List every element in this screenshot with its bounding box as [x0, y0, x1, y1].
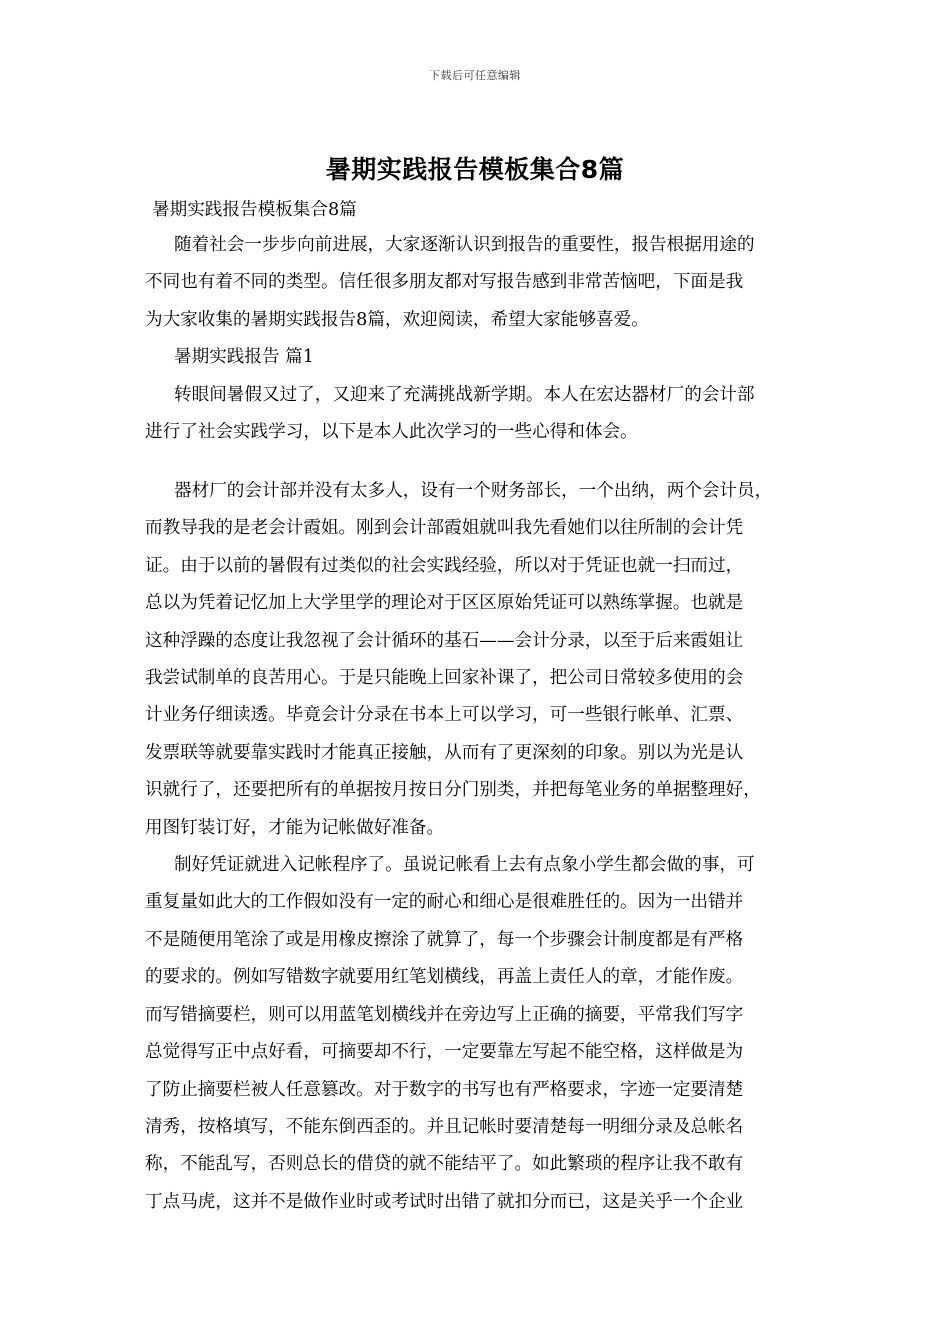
document-title: 暑期实践报告模板集合8篇 [325, 155, 625, 184]
text-line: 重复量如此大的工作假如没有一定的耐心和细心是很难胜任的。因为一出错并 [145, 892, 744, 913]
text-line: 称，不能乱写，否则总长的借贷的就不能结平了。如此繁琐的程序让我不敢有 [145, 1154, 744, 1175]
text-line: 而写错摘要栏，则可以用蓝笔划横线并在旁边写上正确的摘要，平常我们写字 [145, 1004, 744, 1025]
text-line: 我尝试制单的良苦用心。于是只能晚上回家补课了，把公司日常较多使用的会 [145, 668, 744, 689]
text-line: 进行了社会实践学习，以下是本人此次学习的一些心得和体会。 [145, 422, 638, 443]
text-line: 的要求的。例如写错数字就要用红笔划横线，再盖上责任人的章，才能作废。 [145, 967, 744, 988]
text-line: 证。由于以前的暑假有过类似的社会实践经验，所以对于凭证也就一扫而过， [145, 555, 744, 576]
text-line: 不是随便用笔涂了或是用橡皮擦涂了就算了，每一个步骤会计制度都是有严格 [145, 929, 744, 950]
text-line: 了防止摘要栏被人任意篡改。对于数字的书写也有严格要求，字迹一定要清楚 [145, 1079, 744, 1100]
intro-paragraphs [145, 227, 817, 451]
text-line: 为大家收集的暑期实践报告8篇，欢迎阅读，希望大家能够喜爱。 [145, 309, 649, 330]
text-line: 清秀，按格填写，不能东倒西歪的。并且记帐时要清楚每一明细分录及总帐名 [145, 1116, 744, 1137]
text-line: 总觉得写正中点好看，可摘要却不行，一定要靠左写起不能空格，这样做是为 [145, 1042, 744, 1063]
section-heading: 暑期实践报告 篇1 [174, 347, 314, 368]
text-line: 丁点马虎，这并不是做作业时或考试时出错了就扣分而已，这是关乎一个企业 [145, 1191, 744, 1212]
text-line: 用图钉装订好，才能为记帐做好准备。 [145, 817, 445, 838]
main-paragraphs [145, 473, 817, 1221]
text-line: 转眼间暑假又过了，又迎来了充满挑战新学期。本人在宏达器材厂的会计部 [174, 384, 755, 405]
text-line: 计业务仔细读透。毕竟会计分录在书本上可以学习，可一些银行帐单、汇票、 [145, 705, 744, 726]
text-line: 而教导我的是老会计霞姐。刚到会计部霞姐就叫我先看她们以往所制的会计凭 [145, 518, 744, 539]
text-line: 不同也有着不同的类型。信任很多朋友都对写报告感到非常苦恼吧，下面是我 [145, 272, 744, 293]
text-line: 随着社会一步步向前进展，大家逐渐认识到报告的重要性，报告根据用途的 [174, 235, 755, 255]
text-line: 这种浮躁的态度让我忽视了会计循环的基石——会计分录，以至于后来霞姐让 [145, 630, 744, 651]
text-line: 识就行了，还要把所有的单据按月按日分门别类，并把每笔业务的单据整理好， [145, 780, 761, 801]
header-note: 下载后可任意编辑 [429, 69, 521, 82]
document-subtitle: 暑期实践报告模板集合8篇 [152, 200, 357, 220]
text-line: 发票联等就要靠实践时才能真正接触，从而有了更深刻的印象。别以为光是认 [145, 742, 744, 763]
text-line: 制好凭证就进入记帐程序了。虽说记帐看上去有点象小学生都会做的事，可 [174, 855, 755, 876]
text-line: 器材厂的会计部并没有太多人，设有一个财务部长，一个出纳，两个会计员， [174, 481, 773, 501]
text-line: 总以为凭着记忆加上大学里学的理论对于区区原始凭证可以熟练掌握。也就是 [145, 593, 744, 614]
